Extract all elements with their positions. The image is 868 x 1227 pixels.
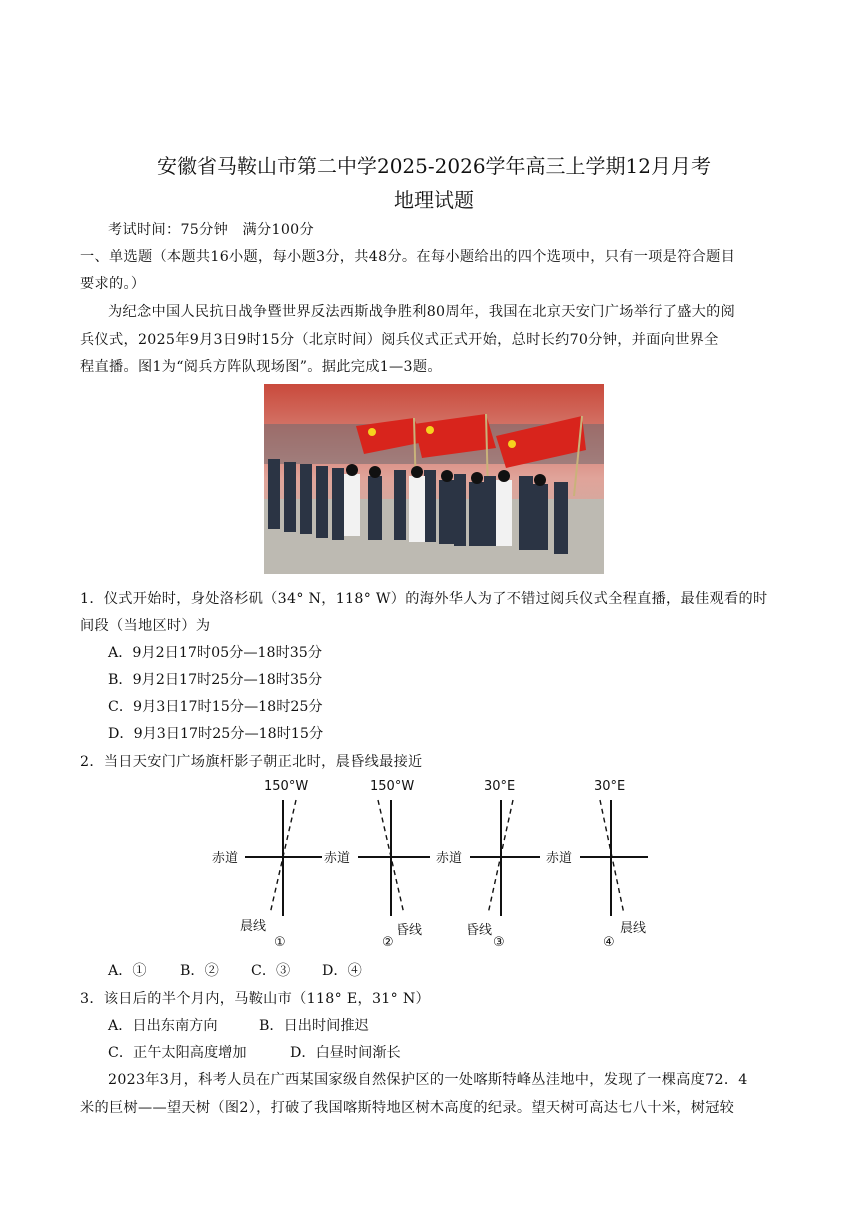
meridian-label: 30°E xyxy=(594,779,626,794)
meridian-label: 150°W xyxy=(370,779,415,794)
q1-option-c[interactable]: C．9月3日17时15分—18时25分 xyxy=(108,699,323,715)
equator-label: 赤道 xyxy=(546,851,573,866)
diagram-1 xyxy=(212,779,322,950)
question-1-stem: 1．仪式开始时，身处洛杉矶（34° N，118° W）的海外华人为了不错过阅兵仪式全程直播，最佳观看的时 xyxy=(80,591,768,607)
q3-option-a[interactable]: A．日出东南方向 xyxy=(108,1018,218,1034)
q3-option-c[interactable]: C．正午太阳高度增加 xyxy=(108,1045,247,1061)
q2-option-c[interactable]: C．③ xyxy=(251,963,291,979)
section-heading-cont: 要求的。） xyxy=(80,276,146,292)
q2-option-d[interactable]: D．④ xyxy=(322,963,362,979)
equator-label: 赤道 xyxy=(324,851,351,866)
passage-line: 米的巨树——望天树（图2），打破了我国喀斯特地区树木高度的纪录。望天树可高达七八十米，树冠较 xyxy=(80,1100,735,1116)
q3-option-d[interactable]: D．白昼时间渐长 xyxy=(290,1045,401,1061)
q2-option-a[interactable]: A．① xyxy=(108,963,147,979)
exam-info: 考试时间：75分钟 满分100分 xyxy=(108,222,314,238)
line-label: 晨线 xyxy=(240,919,267,934)
diagram-4 xyxy=(546,779,648,950)
diagram-3 xyxy=(436,779,540,950)
passage-line: 2023年3月，科考人员在广西某国家级自然保护区的一处喀斯特峰丛洼地中，发现了一棵高度72．4 xyxy=(108,1072,748,1088)
terminator-diagrams xyxy=(200,772,670,952)
passage-line: 兵仪式，2025年9月3日9时15分（北京时间）阅兵仪式正式开始，总时长约70分钟，并面向世界全 xyxy=(80,332,719,348)
document-title: 安徽省马鞍山市第二中学2025-2026学年高三上学期12月月考 xyxy=(156,154,711,178)
passage-line: 为纪念中国人民抗日战争暨世界反法西斯战争胜利80周年，我国在北京天安门广场举行了盛大的阅 xyxy=(108,304,736,320)
question-2-stem: 2．当日天安门广场旗杆影子朝正北时，晨昏线最接近 xyxy=(80,754,423,770)
section-heading: 一、单选题（本题共16小题，每小题3分，共48分。在每小题给出的四个选项中，只有一项是符合题目 xyxy=(80,249,736,265)
document-subtitle: 地理试题 xyxy=(394,188,474,212)
diagram-2 xyxy=(324,779,430,950)
q1-option-d[interactable]: D．9月3日17时25分—18时15分 xyxy=(108,726,324,742)
q1-option-a[interactable]: A．9月2日17时05分—18时35分 xyxy=(108,645,323,661)
question-1-stem-cont: 间段（当地区时）为 xyxy=(80,618,211,634)
diagram-number: ② xyxy=(382,935,394,950)
diagram-number: ③ xyxy=(493,935,505,950)
parade-photo xyxy=(264,384,604,574)
diagram-number: ④ xyxy=(603,935,615,950)
q2-option-b[interactable]: B．② xyxy=(180,963,219,979)
question-3-stem: 3．该日后的半个月内，马鞍山市（118° E，31° N） xyxy=(80,991,431,1007)
q3-option-b[interactable]: B．日出时间推迟 xyxy=(259,1018,369,1034)
line-label: 昏线 xyxy=(396,923,423,938)
meridian-label: 150°W xyxy=(264,779,309,794)
equator-label: 赤道 xyxy=(212,851,239,866)
passage-line: 程直播。图1为“阅兵方阵队现场图”。据此完成1—3题。 xyxy=(80,359,442,375)
q1-option-b[interactable]: B．9月2日17时25分—18时35分 xyxy=(108,672,323,688)
meridian-label: 30°E xyxy=(484,779,516,794)
line-label: 晨线 xyxy=(620,921,647,936)
diagram-number: ① xyxy=(274,935,286,950)
line-label: 昏线 xyxy=(466,923,493,938)
equator-label: 赤道 xyxy=(436,851,463,866)
